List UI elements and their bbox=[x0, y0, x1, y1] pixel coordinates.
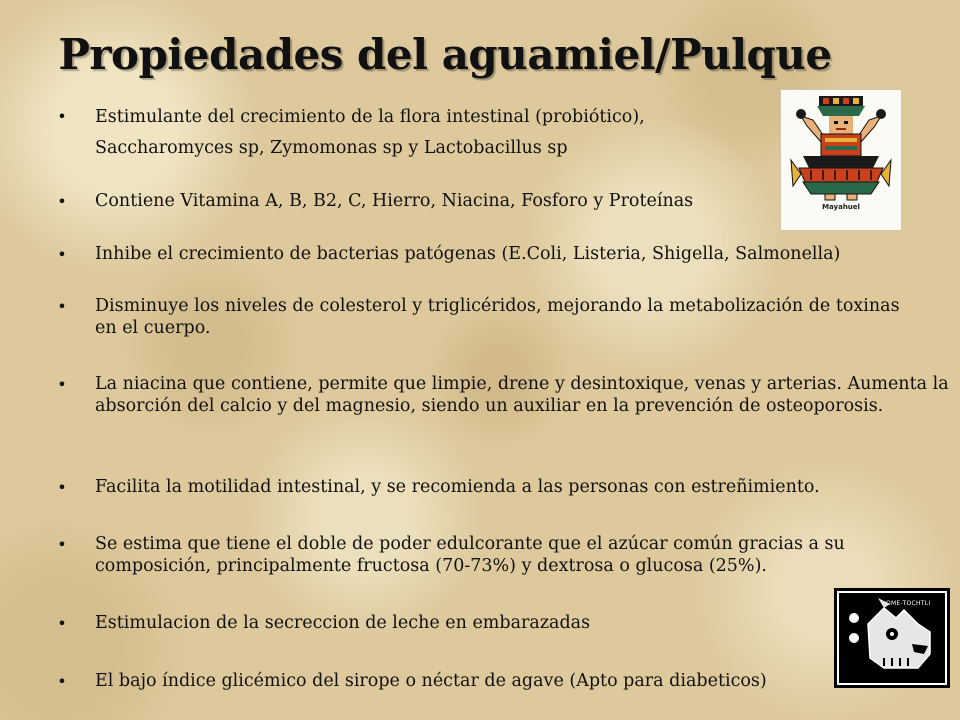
bullet-marker: • bbox=[57, 297, 67, 316]
bullet-marker: • bbox=[57, 535, 67, 554]
bullet-text: Estimulante del crecimiento de la flora intestinal (probiótico), Saccharomyces sp, Zymomonas sp y Lactobacillus sp bbox=[95, 107, 645, 158]
bullet-marker: • bbox=[57, 375, 67, 394]
bullet-text: El bajo índice glicémico del sirope o néctar de agave (Apto para diabeticos) bbox=[95, 671, 767, 691]
glyph-label: OME-TOCHTLI bbox=[886, 600, 931, 607]
bullet-marker: • bbox=[57, 614, 67, 633]
bullet-marker: • bbox=[57, 245, 67, 264]
bullet-text: Se estima que tiene el doble de poder edulcorante que el azúcar común gracias a su composición, principalmente fructosa (70-73%) y dextrosa o glucosa (25%). bbox=[95, 534, 845, 576]
bullet-text: Facilita la motilidad intestinal, y se recomienda a las personas con estreñimiento. bbox=[95, 477, 820, 497]
bullet-text: La niacina que contiene, permite que limpie, drene y desintoxique, venas y arterias. Aumenta la absorción del calcio y del magnesio, siendo un auxiliar en la prevención de osteoporosis. bbox=[95, 374, 949, 416]
bullet-text: Inhibe el crecimiento de bacterias patógenas (E.Coli, Listeria, Shigella, Salmonella) bbox=[95, 244, 841, 264]
bullet-text: Disminuye los niveles de colesterol y triglicéridos, mejorando la metabolización de toxinas en el cuerpo. bbox=[95, 296, 900, 338]
bullet-text: Estimulacion de la secreccion de leche en embarazadas bbox=[95, 613, 591, 633]
image-caption: Mayahuel bbox=[822, 203, 860, 211]
slide-title: Propiedades del aguamiel/Pulque bbox=[58, 30, 832, 79]
bullet-marker: • bbox=[57, 192, 67, 211]
ome-tochtli-glyph-image bbox=[834, 588, 950, 688]
bullet-marker: • bbox=[57, 107, 67, 126]
bullet-marker: • bbox=[57, 478, 67, 497]
mayahuel-image bbox=[780, 89, 902, 231]
bullet-marker: • bbox=[57, 672, 67, 691]
bullet-text: Contiene Vitamina A, B, B2, C, Hierro, Niacina, Fosforo y Proteínas bbox=[95, 191, 694, 211]
